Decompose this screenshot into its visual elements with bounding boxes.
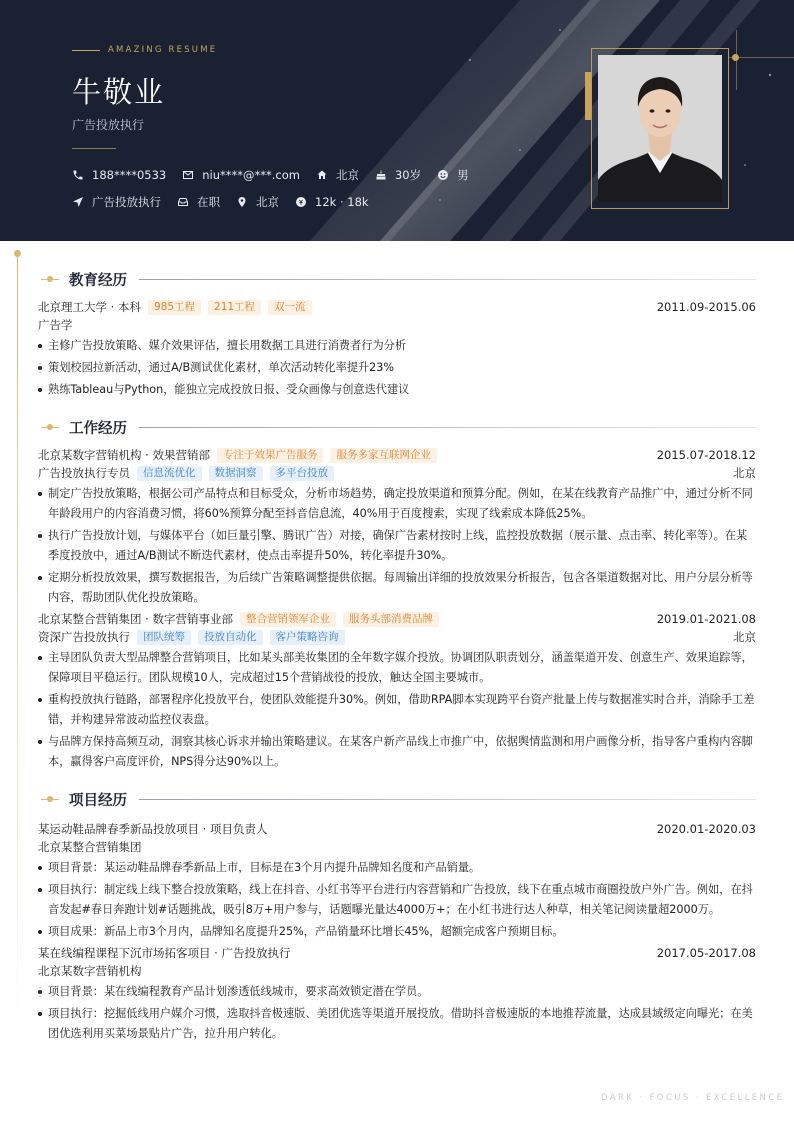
smile-icon <box>437 169 449 181</box>
project-heading <box>38 944 756 962</box>
work-entry <box>38 610 756 772</box>
section-divider <box>139 427 756 428</box>
company-name: 北京某数字营销机构 · 效果营销部 <box>38 448 210 462</box>
email-text: niu****@***.com <box>202 168 300 182</box>
list-item: 主修广告投放策略、媒介效果评估，擅长用数据工具进行消费者行为分析 <box>38 336 756 356</box>
project-section-header <box>38 788 756 810</box>
job-status-item <box>177 194 220 210</box>
section-marker-icon <box>41 274 59 284</box>
phone-icon <box>72 169 84 181</box>
work-bullets <box>38 484 756 608</box>
avatar-illustration <box>598 55 722 202</box>
education-bullets <box>38 336 756 400</box>
skill-tag: 团队统筹 <box>137 630 191 645</box>
profile-photo <box>598 55 722 202</box>
school-tag: 211工程 <box>208 300 261 315</box>
location-pin-icon <box>236 196 248 208</box>
gender-item <box>437 167 469 183</box>
candidate-title: 广告投放执行 <box>72 118 145 132</box>
project-name: 某运动鞋品牌春季新品投放项目 · 项目负责人 <box>38 822 268 836</box>
work-city: 北京 <box>733 630 756 644</box>
project-org <box>38 838 756 856</box>
work-date: 2015.07-2018.12 <box>656 448 756 462</box>
title-divider <box>72 148 116 149</box>
skill-tag: 数据洞察 <box>209 466 263 481</box>
phone-text: 188****0533 <box>92 168 167 182</box>
role-line <box>38 628 756 646</box>
skill-tag: 投放自动化 <box>198 630 263 645</box>
major <box>38 316 756 334</box>
major-text: 广告学 <box>38 318 73 332</box>
project-name: 某在线编程课程下沉市场拓客项目 · 广告投放执行 <box>38 946 291 960</box>
section-title-project: 项目经历 <box>69 792 127 809</box>
contact-row <box>72 167 485 183</box>
project-bullets <box>38 858 756 942</box>
section-divider <box>139 279 756 280</box>
footer-tagline: DARK · FOCUS · EXCELLENCE <box>601 1093 785 1103</box>
school-tag: 985工程 <box>148 300 201 315</box>
email-item <box>182 168 300 182</box>
project-entry <box>38 820 756 942</box>
project-org <box>38 962 756 980</box>
cake-icon <box>375 169 387 181</box>
project-date: 2020.01-2020.03 <box>656 822 756 836</box>
company-tag: 服务头部消费品牌 <box>343 612 439 627</box>
intention-row <box>72 194 385 210</box>
education-heading <box>38 298 756 316</box>
list-item: 项目成果：新品上市3个月内，品牌知名度提升25%，产品销量环比增长45%，超额完成客户预期目标。 <box>38 922 756 942</box>
list-item: 与品牌方保持高频互动，洞察其核心诉求并输出策略建议。在某客户新产品线上市推广中，依据舆情监测和用户画像分析，指导客户重构内容脚本，赢得客户高度评价，NPS得分达90%以上。 <box>38 732 756 772</box>
work-section-header <box>38 416 756 438</box>
age-text: 30岁 <box>394 168 422 182</box>
project-org-text: 北京某整合营销集团 <box>38 840 142 854</box>
job-status-text: 在职 <box>197 195 220 209</box>
role-name: 广告投放执行专员 <box>38 466 130 480</box>
phone-item <box>72 168 166 182</box>
company-tag: 服务多家互联网企业 <box>330 448 437 463</box>
project-heading <box>38 820 756 838</box>
school-name: 北京理工大学 · 本科 <box>38 300 141 314</box>
section-title-work: 工作经历 <box>69 420 127 437</box>
list-item: 项目背景：某在线编程教育产品计划渗透低线城市，要求高效锁定潜在学员。 <box>38 982 756 1002</box>
list-item: 项目执行：制定线上线下整合投放策略，线上在抖音、小红书等平台进行内容营销和广告投放，线下在重点城市商圈投放户外广告。例如，在抖音发起#春日奔跑计划#话题挑战，吸引8万+用户参与，话题曝光量达4000万+；在小红书进行达人种草，相关笔记阅读量超2000万。 <box>38 880 756 920</box>
work-entry <box>38 446 756 608</box>
section-divider <box>139 799 756 800</box>
target-city-text: 北京 <box>256 195 279 209</box>
section-title-education: 教育经历 <box>69 272 127 289</box>
education-entry <box>38 298 756 400</box>
list-item: 熟练Tableau与Python，能独立完成投放日报、受众画像与创意迭代建议 <box>38 380 756 400</box>
list-item: 项目执行：挖掘低线用户媒介习惯，选取抖音极速版、美团优选等渠道开展投放。借助抖音极速版的本地推荐流量，达成县域级定向曝光；在美团优选利用买菜场景贴片广告，拉升用户转化。 <box>38 1004 756 1044</box>
work-heading <box>38 610 756 628</box>
candidate-name: 牛敬业 <box>72 75 166 109</box>
gender-text: 男 <box>457 168 469 182</box>
age-item <box>375 167 421 183</box>
school-tag: 双一流 <box>268 300 312 315</box>
company-name: 北京某整合营销集团 · 数字营销事业部 <box>38 612 233 626</box>
list-item: 定期分析投放效果，撰写数据报告，为后续广告策略调整提供依据。每周输出详细的投放效果分析报告，包含各渠道数据对比、用户分层分析等内容，帮助团队优化投放策略。 <box>38 568 756 608</box>
list-item: 策划校园拉新活动，通过A/B测试优化素材，单次活动转化率提升23% <box>38 358 756 378</box>
target-position-item <box>72 194 161 210</box>
project-entry <box>38 944 756 1044</box>
skill-tag: 多平台投放 <box>270 466 335 481</box>
resume-body <box>38 268 756 1046</box>
list-item: 项目背景：某运动鞋品牌春季新品上市，目标是在3个月内提升品牌知名度和产品销量。 <box>38 858 756 878</box>
salary-item <box>295 195 369 209</box>
company-tag: 专注于效果广告服务 <box>217 448 324 463</box>
section-marker-icon <box>41 794 59 804</box>
salary-text: 12k · 18k <box>315 195 369 209</box>
timeline-line <box>17 254 18 1034</box>
target-position-text: 广告投放执行 <box>92 195 161 209</box>
mail-icon <box>182 169 194 181</box>
coin-icon <box>295 196 307 208</box>
company-tag: 整合营销领军企业 <box>240 612 336 627</box>
work-city: 北京 <box>733 466 756 480</box>
hometown-item <box>316 167 359 183</box>
resume-kicker <box>72 45 217 55</box>
work-date: 2019.01-2021.08 <box>656 612 756 626</box>
skill-tag: 信息流优化 <box>137 466 202 481</box>
list-item: 重构投放执行链路，部署程序化投放平台，使团队效能提升30%。例如，借助RPA脚本实现跨平台资产批量上传与数据准实时合并，消除手工差错，并构建异常波动监控仪表盘。 <box>38 690 756 730</box>
hometown-text: 北京 <box>335 168 359 182</box>
target-city-item <box>236 194 279 210</box>
list-item: 制定广告投放策略，根据公司产品特点和目标受众，分析市场趋势，确定投放渠道和预算分配。例如，在某在线教育产品推广中，通过分析不同年龄段用户的内容消费习惯，将60%预算分配至抖音信息流，40%用于百度搜索，实现了线索成本降低25%。 <box>38 484 756 524</box>
education-date: 2011.09-2015.06 <box>656 300 756 314</box>
list-item: 主导团队负责大型品牌整合营销项目，比如某头部美妆集团的全年数字媒介投放。协调团队职责划分，涵盖渠道开发、创意生产、效果追踪等，保障项目平稳运行。团队规模10人，完成超过15个营销战役的投放，触达全国主要城市。 <box>38 648 756 688</box>
home-icon <box>316 169 328 181</box>
work-bullets <box>38 648 756 772</box>
role-name: 资深广告投放执行 <box>38 630 130 644</box>
skill-tag: 客户策略咨询 <box>270 630 345 645</box>
list-item: 执行广告投放计划，与媒体平台（如巨量引擎、腾讯广告）对接，确保广告素材按时上线，监控投放数据（展示量、点击率、转化率等）。在某季度投放中，通过A/B测试不断迭代素材，使点击率提升50%，转化率提升30%。 <box>38 526 756 566</box>
role-line <box>38 464 756 482</box>
kicker-text: AMAZING RESUME <box>108 45 218 55</box>
project-org-text: 北京某数字营销机构 <box>38 964 142 978</box>
project-date: 2017.05-2017.08 <box>656 946 756 960</box>
work-heading <box>38 446 756 464</box>
section-marker-icon <box>41 422 59 432</box>
photo-deco-dot <box>732 54 739 61</box>
education-section-header <box>38 268 756 290</box>
inbox-icon <box>177 196 189 208</box>
project-bullets <box>38 982 756 1044</box>
send-icon <box>72 196 84 208</box>
